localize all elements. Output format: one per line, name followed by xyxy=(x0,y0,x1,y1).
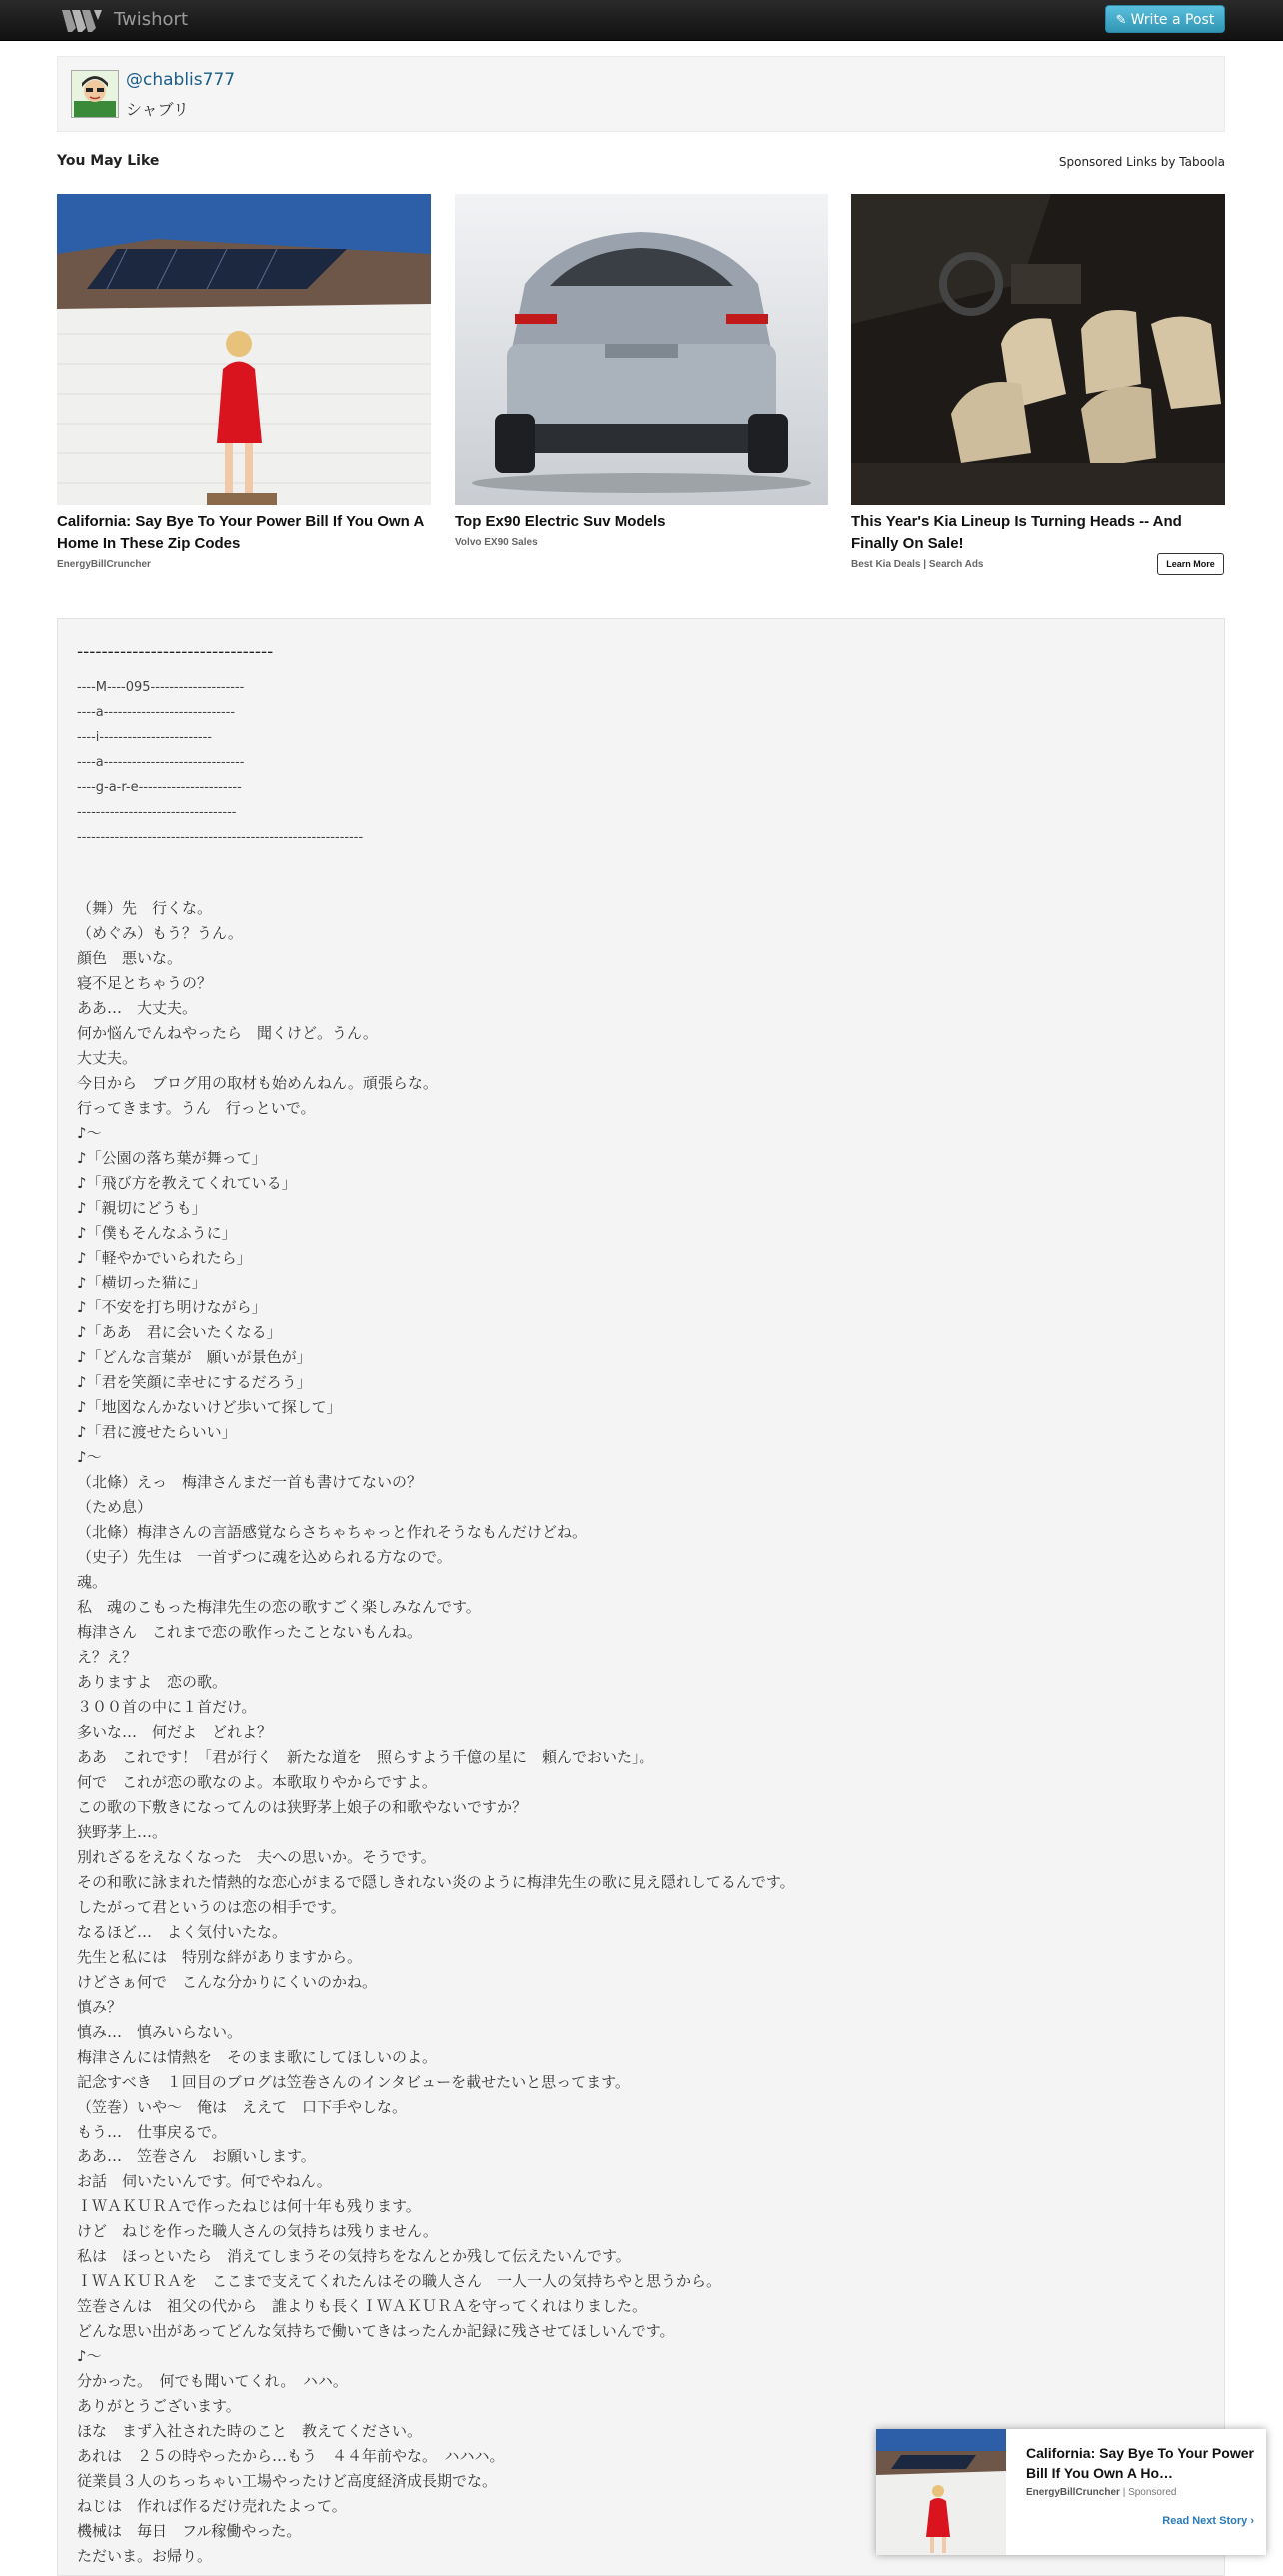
edit-icon: ✎ xyxy=(1115,13,1127,28)
post-line: （北條）梅津さんの言語感覚ならさちゃちゃっと作れそうなもんだけどね。 xyxy=(77,1523,588,1541)
recommend-card-source: Best Kia Deals | Search Ads xyxy=(851,559,984,570)
recommend-card[interactable] xyxy=(57,194,431,570)
avatar[interactable] xyxy=(71,70,119,118)
read-next-label: Read Next Story xyxy=(1162,2515,1248,2527)
post-line: ♪「どんな言葉が 願いが景色が」 xyxy=(77,1348,312,1366)
post-line: 顔色 悪いな。 xyxy=(77,949,183,967)
twishort-logo-icon[interactable] xyxy=(60,6,104,34)
post-line: 多いな… 何だよ どれよ？ xyxy=(77,1723,273,1741)
post-dash-line xyxy=(77,850,363,875)
post-line: ♪「公園の落ち葉が舞って」 xyxy=(77,1149,267,1167)
post-line: ほな まず入社された時のこと 教えてください。 xyxy=(77,2422,423,2440)
recommend-card[interactable] xyxy=(851,194,1225,570)
solar-house-image[interactable] xyxy=(57,194,431,505)
post-line: 私は ほっといたら 消えてしまうその気持ちをなんとか残して伝えたいんです。 xyxy=(77,2247,631,2265)
post-line: 梅津さんには情熱を そのまま歌にしてほしいのよ。 xyxy=(77,2048,438,2066)
floating-ad-source-name: EnergyBillCruncher xyxy=(1026,2487,1120,2498)
top-navbar xyxy=(0,0,1283,41)
post-line: ♪～ xyxy=(77,1448,102,1466)
post-line: ♪「不安を打ち明けながら」 xyxy=(77,1298,267,1316)
post-line: したがって君というのは恋の相手です。 xyxy=(77,1898,346,1916)
post-line: 梅津さん これまで恋の歌作ったことないもんね。 xyxy=(77,1623,423,1641)
kia-interior-image[interactable] xyxy=(851,194,1225,505)
recommend-card-title[interactable]: California: Say Bye To Your Power Bill If You Own A Home In These Zip Codes xyxy=(57,513,424,552)
post-line: ただいま。お帰り。 xyxy=(77,2547,213,2565)
post-content xyxy=(57,618,1225,2576)
brand-name[interactable]: Twishort xyxy=(114,9,188,30)
post-dash-line: ----a---------------------------- xyxy=(77,705,236,720)
post-line: 慎み… 慎みいらない。 xyxy=(77,2023,243,2041)
post-line: ♪～ xyxy=(77,1124,102,1142)
post-line: ありますよ 恋の歌。 xyxy=(77,1673,228,1691)
post-line: ♪～ xyxy=(77,2347,102,2365)
post-line: なるほど… よく気付いたな。 xyxy=(77,1923,288,1941)
write-post-button[interactable] xyxy=(1105,5,1225,33)
post-line: 従業員３人のちっちゃい工場やったけど高度経済成長期でな。 xyxy=(77,2472,498,2490)
author-profile xyxy=(57,56,1225,132)
post-dash-line: ------------------------------------------------------------- xyxy=(77,830,364,845)
post-line: 大丈夫。 xyxy=(77,1049,138,1067)
post-line: ♪「親切にどうも」 xyxy=(77,1199,207,1217)
post-body xyxy=(77,896,795,2569)
post-line: ♪「地図なんかないけど歩いて探して」 xyxy=(77,1398,342,1416)
post-line: ♪「ああ 君に会いたくなる」 xyxy=(77,1323,282,1341)
sponsored-links-label[interactable]: Sponsored Links by Taboola xyxy=(1058,155,1225,169)
post-line: もう… 仕事戻るで。 xyxy=(77,2123,227,2141)
volvo-suv-image[interactable] xyxy=(455,194,828,505)
floating-ad[interactable] xyxy=(876,2429,1266,2555)
recommend-heading: You May Like xyxy=(57,153,160,169)
post-line: ああ… 大丈夫。 xyxy=(77,999,198,1017)
post-line: 狭野茅上…。 xyxy=(77,1823,168,1841)
floating-ad-title[interactable]: California: Say Bye To Your Power Bill If You Own A Ho… xyxy=(1026,2445,1254,2481)
floating-ad-image[interactable] xyxy=(876,2429,1006,2555)
post-line: 寝不足とちゃうの？ xyxy=(77,974,213,992)
post-line: ♪「僕もそんなふうに」 xyxy=(77,1224,237,1242)
write-post-label: Write a Post xyxy=(1130,12,1215,28)
post-line: （めぐみ）もう？うん。 xyxy=(77,924,243,942)
post-line: 今日から ブログ用の取材も始めんねん。頑張らな。 xyxy=(77,1074,438,1092)
post-dash-line: ---------------------------------- xyxy=(77,805,237,820)
post-line: 笠巻さんは 祖父の代から 誰よりも長くＩＷＡＫＵＲＡを守ってくれはりました。 xyxy=(77,2297,647,2315)
post-line: ♪「軽やかでいられたら」 xyxy=(77,1249,252,1267)
post-line: ♪「横切った猫に」 xyxy=(77,1274,207,1291)
post-line: どんな思い出があってどんな気持ちで働いてきはったんか記録に残させてほしいんです。 xyxy=(77,2322,675,2340)
chevron-right-icon: › xyxy=(1250,2515,1254,2527)
post-line: 何で これが恋の歌なのよ。本歌取りやからですよ。 xyxy=(77,1773,437,1791)
post-line: （北條）えっ 梅津さんまだ一首も書けてないの？ xyxy=(77,1473,423,1491)
post-line: 別れざるをえなくなった 夫への思いか。そうです。 xyxy=(77,1848,436,1866)
learn-more-button[interactable]: Learn More xyxy=(1157,553,1224,575)
post-line: ♪「飛び方を教えてくれている」 xyxy=(77,1174,297,1192)
user-display-name: シャブリ xyxy=(126,100,190,119)
post-line: ありがとうございます。 xyxy=(77,2397,241,2415)
post-line: けど ねじを作った職人さんの気持ちは残りません。 xyxy=(77,2222,438,2240)
post-line: 先生と私には 特別な絆がありますから。 xyxy=(77,1948,363,1966)
post-line: ３００首の中に１首だけ。 xyxy=(77,1698,257,1716)
post-line: 分かった。 何でも聞いてくれ。 ハハ。 xyxy=(77,2372,348,2390)
post-dash-line: ----i------------------------ xyxy=(77,730,212,745)
post-line: あれは ２５の時やったから…もう ４４年前やな。 ハハハ。 xyxy=(77,2447,505,2465)
post-line: （ため息） xyxy=(77,1498,153,1516)
post-dash-line: ----g-a-r-e---------------------- xyxy=(77,780,242,795)
post-line: けどさぁ何で こんな分かりにくいのかね。 xyxy=(77,1973,378,1991)
post-line: ねじは 作れば作るだけ売れたよって。 xyxy=(77,2497,347,2515)
post-line: え？え？ xyxy=(77,1648,138,1666)
post-line: お話 伺いたいんです。何でやねん。 xyxy=(77,2172,332,2190)
post-line: ♪「君に渡せたらいい」 xyxy=(77,1423,237,1441)
post-line: この歌の下敷きになってんのは狭野茅上娘子の和歌やないですか？ xyxy=(77,1798,528,1816)
post-line: ♪「君を笑顔に幸せにするだろう」 xyxy=(77,1373,312,1391)
post-line: （舞）先 行くな。 xyxy=(77,899,213,917)
floating-ad-source: EnergyBillCruncher | Sponsored xyxy=(1026,2487,1177,2498)
post-dash-line: ----a------------------------------ xyxy=(77,755,245,770)
floating-ad-sponsored: Sponsored xyxy=(1128,2487,1177,2498)
recommend-card-title[interactable]: This Year's Kia Lineup Is Turning Heads -- And Finally On Sale! xyxy=(851,513,1182,552)
post-line: ＩＷＡＫＵＲＡで作ったねじは何十年も残ります。 xyxy=(77,2197,421,2215)
post-line: （笠巻）いや～ 俺は ええて 口下手やしな。 xyxy=(77,2098,408,2116)
post-title: -------------------------------- xyxy=(77,642,274,662)
user-handle-link[interactable]: @chablis777 xyxy=(126,70,236,90)
post-line: ＩＷＡＫＵＲＡを ここまで支えてくれたんはその職人さん 一人一人の気持ちやと思うから。 xyxy=(77,2272,722,2290)
post-dash-lines xyxy=(77,675,363,900)
recommend-card-title[interactable]: Top Ex90 Electric Suv Models xyxy=(455,513,666,530)
recommend-card-source: EnergyBillCruncher xyxy=(57,559,151,570)
post-line: 慎み？ xyxy=(77,1998,123,2016)
post-line: 記念すべき １回目のブログは笠巻さんのインタビューを載せたいと思ってます。 xyxy=(77,2073,630,2091)
post-line: ああ これです！「君が行く 新たな道を 照らすよう千億の星に 頼んでおいた」。 xyxy=(77,1748,654,1766)
post-line: 私 魂のこもった梅津先生の恋の歌すごく楽しみなんです。 xyxy=(77,1598,481,1616)
post-line: 機械は 毎日 フル稼働やった。 xyxy=(77,2522,302,2540)
read-next-story-link[interactable] xyxy=(1162,2515,1254,2527)
post-line: 魂。 xyxy=(77,1573,108,1591)
post-dash-line: ----M----095-------------------- xyxy=(77,680,245,695)
recommend-card[interactable] xyxy=(455,194,828,548)
post-line: その和歌に詠まれた情熱的な恋心がまるで隠しきれない炎のように梅津先生の歌に見え隠れしてるんです。 xyxy=(77,1873,795,1891)
post-line: 何か悩んでんねやったら 聞くけど。うん。 xyxy=(77,1024,378,1042)
post-line: 行ってきます。うん 行っといで。 xyxy=(77,1099,316,1117)
post-line: （史子）先生は 一首ずつに魂を込められる方なので。 xyxy=(77,1548,452,1566)
recommend-card-source: Volvo EX90 Sales xyxy=(455,537,538,548)
post-line: ああ… 笠巻さん お願いします。 xyxy=(77,2147,316,2165)
